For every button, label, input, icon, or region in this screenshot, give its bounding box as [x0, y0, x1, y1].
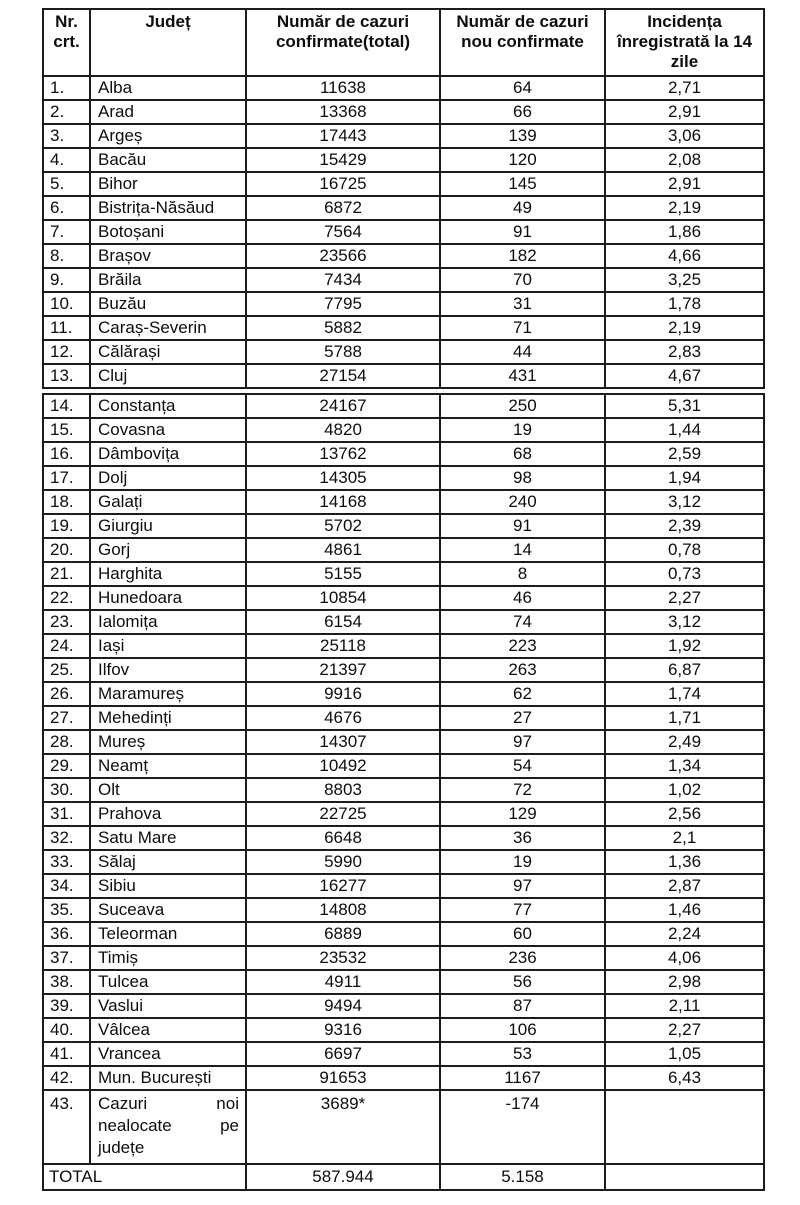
- total-cases-cell: 27154: [246, 364, 440, 388]
- total-cases-cell: 91653: [246, 1066, 440, 1090]
- total-cases-cell: 14168: [246, 490, 440, 514]
- county-cell: Brașov: [90, 244, 246, 268]
- incidence-cell: 1,36: [605, 850, 764, 874]
- total-cases-cell: 3689*: [246, 1090, 440, 1164]
- incidence-cell: 1,34: [605, 754, 764, 778]
- county-cell: Covasna: [90, 418, 246, 442]
- incidence-cell: 4,06: [605, 946, 764, 970]
- county-cell: Sibiu: [90, 874, 246, 898]
- total-cases-cell: 8803: [246, 778, 440, 802]
- county-cell: Giurgiu: [90, 514, 246, 538]
- nr-cell: 30.: [43, 778, 90, 802]
- table-row: [43, 220, 764, 244]
- total-new-cases-value: 5.158: [440, 1164, 605, 1190]
- total-cases-cell: 10492: [246, 754, 440, 778]
- table-row: [43, 100, 764, 124]
- nr-cell: 13.: [43, 364, 90, 388]
- incidence-cell: 2,59: [605, 442, 764, 466]
- county-cell: Satu Mare: [90, 826, 246, 850]
- table-row: [43, 76, 764, 100]
- incidence-cell: 0,73: [605, 562, 764, 586]
- nr-cell: 34.: [43, 874, 90, 898]
- new-cases-cell: 74: [440, 610, 605, 634]
- new-cases-cell: -174: [440, 1090, 605, 1164]
- nr-cell: 39.: [43, 994, 90, 1018]
- table-row: [43, 850, 764, 874]
- incidence-cell: [605, 1090, 764, 1164]
- incidence-cell: 4,66: [605, 244, 764, 268]
- nr-cell: 24.: [43, 634, 90, 658]
- new-cases-cell: 56: [440, 970, 605, 994]
- counties-table-part-1: [42, 8, 765, 389]
- nr-cell: 35.: [43, 898, 90, 922]
- total-cases-cell: 6154: [246, 610, 440, 634]
- incidence-cell: 1,02: [605, 778, 764, 802]
- new-cases-cell: 87: [440, 994, 605, 1018]
- total-cases-cell: 22725: [246, 802, 440, 826]
- total-cases-cell: 6889: [246, 922, 440, 946]
- new-cases-cell: 77: [440, 898, 605, 922]
- incidence-cell: 1,46: [605, 898, 764, 922]
- new-cases-cell: 129: [440, 802, 605, 826]
- nr-cell: 8.: [43, 244, 90, 268]
- new-cases-cell: 223: [440, 634, 605, 658]
- nr-cell: 1.: [43, 76, 90, 100]
- new-cases-cell: 120: [440, 148, 605, 172]
- total-cases-cell: 9316: [246, 1018, 440, 1042]
- county-cell: Mun. București: [90, 1066, 246, 1090]
- county-cell: Argeș: [90, 124, 246, 148]
- total-cases-cell: 5155: [246, 562, 440, 586]
- incidence-cell: 2,19: [605, 316, 764, 340]
- county-cell: Călărași: [90, 340, 246, 364]
- total-cases-cell: 5702: [246, 514, 440, 538]
- new-cases-cell: 72: [440, 778, 605, 802]
- new-cases-cell: 145: [440, 172, 605, 196]
- nr-cell: 17.: [43, 466, 90, 490]
- county-cell: Hunedoara: [90, 586, 246, 610]
- table-row: [43, 826, 764, 850]
- nr-cell: 31.: [43, 802, 90, 826]
- counties-table-part-2: [42, 393, 765, 1191]
- incidence-cell: 2,08: [605, 148, 764, 172]
- incidence-cell: 0,78: [605, 538, 764, 562]
- total-cases-cell: 6872: [246, 196, 440, 220]
- new-cases-cell: 1167: [440, 1066, 605, 1090]
- new-cases-cell: 19: [440, 418, 605, 442]
- table-row: [43, 898, 764, 922]
- nr-cell: 22.: [43, 586, 90, 610]
- incidence-cell: 3,12: [605, 610, 764, 634]
- new-cases-cell: 36: [440, 826, 605, 850]
- header-incidence: Incidența înregistrată la 14 zile: [605, 9, 764, 76]
- nr-cell: 33.: [43, 850, 90, 874]
- table-row: [43, 874, 764, 898]
- county-cell: Ilfov: [90, 658, 246, 682]
- table-row: [43, 1066, 764, 1090]
- new-cases-cell: 31: [440, 292, 605, 316]
- table-row: [43, 562, 764, 586]
- nr-cell: 18.: [43, 490, 90, 514]
- incidence-cell: 2,98: [605, 970, 764, 994]
- incidence-cell: 2,71: [605, 76, 764, 100]
- table-row: [43, 292, 764, 316]
- incidence-cell: 2,87: [605, 874, 764, 898]
- total-cases-cell: 23532: [246, 946, 440, 970]
- new-cases-cell: 91: [440, 514, 605, 538]
- nr-cell: 27.: [43, 706, 90, 730]
- nr-cell: 23.: [43, 610, 90, 634]
- nr-cell: 41.: [43, 1042, 90, 1066]
- table-row: [43, 364, 764, 388]
- total-label: TOTAL: [43, 1164, 246, 1190]
- county-cell: Brăila: [90, 268, 246, 292]
- total-cases-cell: 6648: [246, 826, 440, 850]
- nr-cell: 15.: [43, 418, 90, 442]
- new-cases-cell: 54: [440, 754, 605, 778]
- new-cases-cell: 250: [440, 394, 605, 418]
- new-cases-cell: 64: [440, 76, 605, 100]
- header-new-cases: Număr de cazuri nou confirmate: [440, 9, 605, 76]
- table-row: [43, 1018, 764, 1042]
- table-row: [43, 418, 764, 442]
- header-county: Județ: [90, 9, 246, 76]
- incidence-cell: 1,44: [605, 418, 764, 442]
- table-row: [43, 244, 764, 268]
- nr-cell: 37.: [43, 946, 90, 970]
- incidence-cell: 2,27: [605, 1018, 764, 1042]
- incidence-cell: 2,19: [605, 196, 764, 220]
- county-cell: Vrancea: [90, 1042, 246, 1066]
- table-row: [43, 922, 764, 946]
- incidence-cell: 6,87: [605, 658, 764, 682]
- county-cell: Neamț: [90, 754, 246, 778]
- incidence-cell: 1,94: [605, 466, 764, 490]
- nr-cell: 5.: [43, 172, 90, 196]
- header-nr: Nr. crt.: [43, 9, 90, 76]
- new-cases-cell: 236: [440, 946, 605, 970]
- nr-cell: 7.: [43, 220, 90, 244]
- total-cases-cell: 6697: [246, 1042, 440, 1066]
- table-row: [43, 196, 764, 220]
- nr-cell: 4.: [43, 148, 90, 172]
- total-cases-cell: 4911: [246, 970, 440, 994]
- table-row: [43, 442, 764, 466]
- incidence-cell: 1,74: [605, 682, 764, 706]
- table-row: [43, 316, 764, 340]
- new-cases-cell: 19: [440, 850, 605, 874]
- new-cases-cell: 98: [440, 466, 605, 490]
- total-cases-cell: 7564: [246, 220, 440, 244]
- county-cell: Dâmbovița: [90, 442, 246, 466]
- total-cases-cell: 14305: [246, 466, 440, 490]
- total-cases-cell: 17443: [246, 124, 440, 148]
- total-cases-cell: 13762: [246, 442, 440, 466]
- nr-cell: 21.: [43, 562, 90, 586]
- total-cases-cell: 9494: [246, 994, 440, 1018]
- county-cell: Dolj: [90, 466, 246, 490]
- new-cases-cell: 431: [440, 364, 605, 388]
- nr-cell: 38.: [43, 970, 90, 994]
- county-cell: Ialomița: [90, 610, 246, 634]
- new-cases-cell: 97: [440, 874, 605, 898]
- table-row: [43, 802, 764, 826]
- county-cell: Iași: [90, 634, 246, 658]
- incidence-cell: 3,06: [605, 124, 764, 148]
- new-cases-cell: 71: [440, 316, 605, 340]
- nr-cell: 19.: [43, 514, 90, 538]
- nr-cell: 6.: [43, 196, 90, 220]
- new-cases-cell: 106: [440, 1018, 605, 1042]
- table-row: [43, 730, 764, 754]
- total-cases-cell: 24167: [246, 394, 440, 418]
- new-cases-cell: 139: [440, 124, 605, 148]
- table-row: [43, 946, 764, 970]
- total-cases-cell: 14307: [246, 730, 440, 754]
- nr-cell: 11.: [43, 316, 90, 340]
- incidence-cell: 1,92: [605, 634, 764, 658]
- total-cases-value: 587.944: [246, 1164, 440, 1190]
- county-cell: Vaslui: [90, 994, 246, 1018]
- county-cell: Botoșani: [90, 220, 246, 244]
- total-cases-cell: 11638: [246, 76, 440, 100]
- incidence-cell: 2,27: [605, 586, 764, 610]
- county-cell: Caraș-Severin: [90, 316, 246, 340]
- new-cases-cell: 240: [440, 490, 605, 514]
- nr-cell: 12.: [43, 340, 90, 364]
- table-row: [43, 268, 764, 292]
- new-cases-cell: 68: [440, 442, 605, 466]
- total-cases-cell: 25118: [246, 634, 440, 658]
- header-total-cases: Număr de cazuri confirmate(total): [246, 9, 440, 76]
- total-cases-cell: 21397: [246, 658, 440, 682]
- county-cell: Buzău: [90, 292, 246, 316]
- county-cell: Bistrița-Năsăud: [90, 196, 246, 220]
- incidence-cell: 1,86: [605, 220, 764, 244]
- county-cell: Mureș: [90, 730, 246, 754]
- nr-cell: 29.: [43, 754, 90, 778]
- county-cell: Alba: [90, 76, 246, 100]
- nr-cell: 36.: [43, 922, 90, 946]
- new-cases-cell: 97: [440, 730, 605, 754]
- incidence-cell: 2,56: [605, 802, 764, 826]
- table-row: [43, 706, 764, 730]
- county-cell: Cazuri noi nealocate pe județe: [90, 1090, 246, 1164]
- incidence-cell: 2,91: [605, 100, 764, 124]
- incidence-cell: 2,91: [605, 172, 764, 196]
- table-row: [43, 682, 764, 706]
- county-cell: Cluj: [90, 364, 246, 388]
- total-cases-cell: 15429: [246, 148, 440, 172]
- nr-cell: 42.: [43, 1066, 90, 1090]
- incidence-cell: 5,31: [605, 394, 764, 418]
- county-cell: Timiș: [90, 946, 246, 970]
- county-cell: Tulcea: [90, 970, 246, 994]
- table-row: [43, 340, 764, 364]
- incidence-cell: 2,39: [605, 514, 764, 538]
- nr-cell: 14.: [43, 394, 90, 418]
- county-cell: Teleorman: [90, 922, 246, 946]
- county-cell: Prahova: [90, 802, 246, 826]
- table-row: [43, 1090, 764, 1164]
- county-cell: Olt: [90, 778, 246, 802]
- table-row: [43, 634, 764, 658]
- new-cases-cell: 62: [440, 682, 605, 706]
- nr-cell: 25.: [43, 658, 90, 682]
- incidence-cell: 1,71: [605, 706, 764, 730]
- table-row: [43, 778, 764, 802]
- nr-cell: 43.: [43, 1090, 90, 1164]
- total-cases-cell: 13368: [246, 100, 440, 124]
- table-row: [43, 172, 764, 196]
- table-row: [43, 466, 764, 490]
- total-cases-cell: 5990: [246, 850, 440, 874]
- nr-cell: 26.: [43, 682, 90, 706]
- table-row: [43, 514, 764, 538]
- table-row: [43, 124, 764, 148]
- new-cases-cell: 46: [440, 586, 605, 610]
- new-cases-cell: 14: [440, 538, 605, 562]
- table-row: [43, 754, 764, 778]
- county-cell: Bihor: [90, 172, 246, 196]
- county-cell: Harghita: [90, 562, 246, 586]
- new-cases-cell: 8: [440, 562, 605, 586]
- total-cases-cell: 14808: [246, 898, 440, 922]
- county-cell: Gorj: [90, 538, 246, 562]
- table-row: [43, 490, 764, 514]
- incidence-cell: 4,67: [605, 364, 764, 388]
- table-row: [43, 970, 764, 994]
- total-cases-cell: 7434: [246, 268, 440, 292]
- table-row: [43, 394, 764, 418]
- incidence-cell: 3,25: [605, 268, 764, 292]
- incidence-cell: 1,78: [605, 292, 764, 316]
- new-cases-cell: 53: [440, 1042, 605, 1066]
- new-cases-cell: 182: [440, 244, 605, 268]
- total-cases-cell: 5788: [246, 340, 440, 364]
- total-row: [43, 1164, 764, 1190]
- nr-cell: 28.: [43, 730, 90, 754]
- nr-cell: 2.: [43, 100, 90, 124]
- incidence-cell: 1,05: [605, 1042, 764, 1066]
- county-cell: Galați: [90, 490, 246, 514]
- total-cases-cell: 10854: [246, 586, 440, 610]
- county-cell: Sălaj: [90, 850, 246, 874]
- county-cell: Mehedinți: [90, 706, 246, 730]
- incidence-cell: 2,11: [605, 994, 764, 1018]
- incidence-cell: 3,12: [605, 490, 764, 514]
- county-cell: Bacău: [90, 148, 246, 172]
- new-cases-cell: 91: [440, 220, 605, 244]
- covid-county-table-wrap: [42, 8, 763, 1191]
- table-row: [43, 610, 764, 634]
- nr-cell: 10.: [43, 292, 90, 316]
- new-cases-cell: 70: [440, 268, 605, 292]
- incidence-cell: 2,83: [605, 340, 764, 364]
- table-row: [43, 994, 764, 1018]
- nr-cell: 32.: [43, 826, 90, 850]
- nr-cell: 16.: [43, 442, 90, 466]
- new-cases-cell: 27: [440, 706, 605, 730]
- new-cases-cell: 44: [440, 340, 605, 364]
- county-cell: Suceava: [90, 898, 246, 922]
- incidence-cell: 2,1: [605, 826, 764, 850]
- total-cases-cell: 9916: [246, 682, 440, 706]
- nr-cell: 20.: [43, 538, 90, 562]
- total-cases-cell: 4820: [246, 418, 440, 442]
- total-incidence-value: [605, 1164, 764, 1190]
- total-cases-cell: 16725: [246, 172, 440, 196]
- total-cases-cell: 7795: [246, 292, 440, 316]
- total-cases-cell: 16277: [246, 874, 440, 898]
- incidence-cell: 6,43: [605, 1066, 764, 1090]
- incidence-cell: 2,49: [605, 730, 764, 754]
- county-cell: Arad: [90, 100, 246, 124]
- county-cell: Vâlcea: [90, 1018, 246, 1042]
- header-row: [43, 9, 764, 76]
- total-cases-cell: 23566: [246, 244, 440, 268]
- table-row: [43, 148, 764, 172]
- table-row: [43, 1042, 764, 1066]
- nr-cell: 3.: [43, 124, 90, 148]
- nr-cell: 40.: [43, 1018, 90, 1042]
- new-cases-cell: 60: [440, 922, 605, 946]
- incidence-cell: 2,24: [605, 922, 764, 946]
- nr-cell: 9.: [43, 268, 90, 292]
- total-cases-cell: 4676: [246, 706, 440, 730]
- new-cases-cell: 66: [440, 100, 605, 124]
- county-cell: Constanța: [90, 394, 246, 418]
- table-row: [43, 658, 764, 682]
- county-cell: Maramureș: [90, 682, 246, 706]
- total-cases-cell: 5882: [246, 316, 440, 340]
- table-row: [43, 586, 764, 610]
- total-cases-cell: 4861: [246, 538, 440, 562]
- new-cases-cell: 49: [440, 196, 605, 220]
- new-cases-cell: 263: [440, 658, 605, 682]
- table-row: [43, 538, 764, 562]
